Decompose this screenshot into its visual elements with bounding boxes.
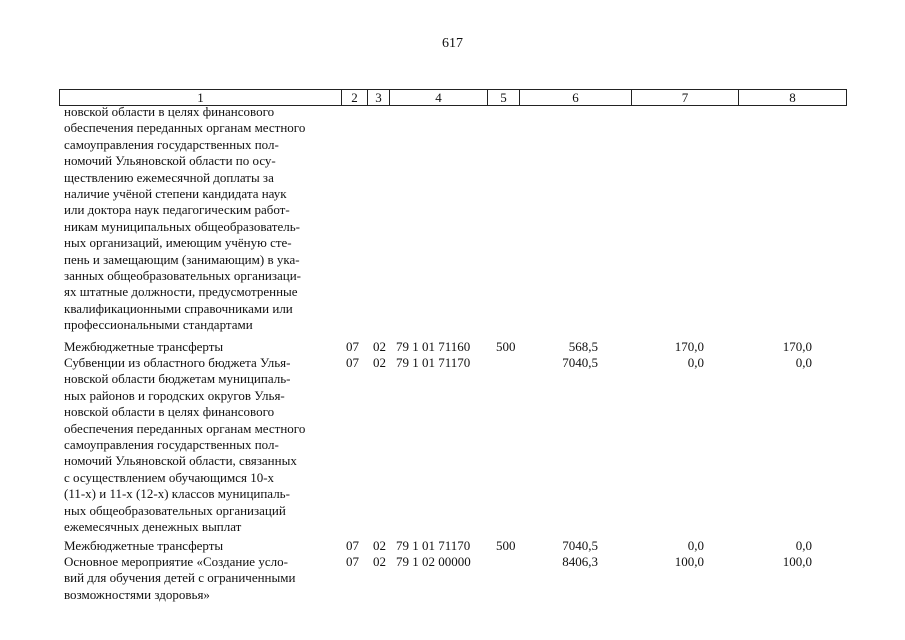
amount-col-8: 0,0 — [795, 538, 812, 553]
amount-col-7: 0,0 — [687, 538, 704, 553]
subsection-code: 02 — [373, 538, 386, 553]
column-header-3: 3 — [368, 90, 390, 106]
target-article-code: 79 1 01 71170 — [396, 355, 471, 370]
column-header-8: 8 — [739, 90, 847, 106]
section-code: 07 — [346, 554, 359, 569]
amount-col-6: 8406,3 — [562, 554, 598, 569]
column-header-5: 5 — [488, 90, 520, 106]
amount-col-7: 0,0 — [687, 355, 704, 370]
column-header-2: 2 — [342, 90, 368, 106]
amount-col-8: 170,0 — [782, 339, 812, 354]
amount-col-8: 0,0 — [795, 355, 812, 370]
amount-col-7: 170,0 — [674, 339, 704, 354]
page-number: 617 — [442, 36, 463, 51]
subsection-code: 02 — [373, 355, 386, 370]
target-article-code: 79 1 01 71170 — [396, 538, 471, 553]
target-article-code: 79 1 02 00000 — [396, 554, 471, 569]
amount-col-6: 7040,5 — [562, 355, 598, 370]
column-header-1: 1 — [60, 90, 342, 106]
row-name: новской области в целях финансового обеспечения переданных органам местного самоуправления государственных пол- номочий Ульяновской области по осу- ществлению ежемесячной доплаты за наличие учёной степени кандидата наук или доктора наук педагогическим работ- никам муниципальных общеобразователь- ных организаций, имеющим учёную сте- пень и замещающим (занимающим) в ука- занных общеобразовательных организаци- ях штатные должности, предусмотренные квалификационными справочниками или профессиональными стандартами — [64, 104, 306, 333]
section-code: 07 — [346, 339, 359, 354]
subsection-code: 02 — [373, 554, 386, 569]
row-name: Основное мероприятие «Создание усло- вий для обучения детей с ограниченными возможностями здоровья» — [64, 554, 296, 602]
section-code: 07 — [346, 538, 359, 553]
amount-col-7: 100,0 — [674, 554, 704, 569]
column-header-7: 7 — [632, 90, 739, 106]
section-code: 07 — [346, 355, 359, 370]
expense-type-code: 500 — [496, 538, 516, 553]
subsection-code: 02 — [373, 339, 386, 354]
row-name: Субвенции из областного бюджета Улья- новской области бюджетам муниципаль- ных районов и городских округов Улья- новской области в целях финансового обеспечения переданных органам местного самоуправления государственных пол- номочий Ульяновской области, связанных с осуществлением обучающимся 10-х (11-х) и 11-х (12-х) классов муниципаль- ных общеобразовательных организаций ежемесячных денежных выплат — [64, 355, 306, 535]
expense-type-code: 500 — [496, 339, 516, 354]
amount-col-6: 568,5 — [568, 339, 598, 354]
column-header-4: 4 — [390, 90, 488, 106]
row-name: Межбюджетные трансферты — [64, 339, 224, 354]
amount-col-6: 7040,5 — [562, 538, 598, 553]
amount-col-8: 100,0 — [782, 554, 812, 569]
row-name: Межбюджетные трансферты — [64, 538, 224, 553]
target-article-code: 79 1 01 71160 — [396, 339, 471, 354]
column-header-6: 6 — [520, 90, 632, 106]
